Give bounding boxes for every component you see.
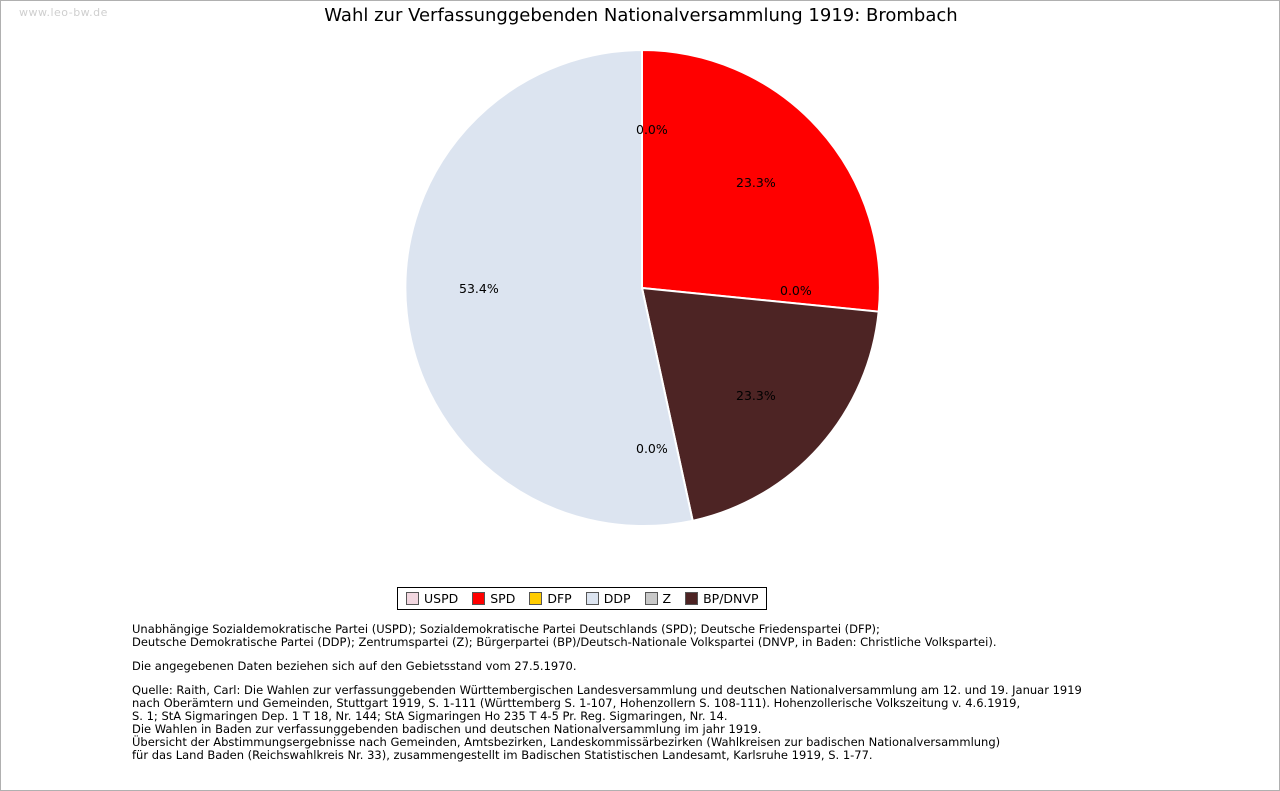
note-line: Quelle: Raith, Carl: Die Wahlen zur verfassunggebenden Württembergischen Landesversammlung und deutschen Nationalversammlung am 12. und 19. Januar 1919 bbox=[132, 683, 1082, 697]
legend-swatch-icon bbox=[529, 592, 542, 605]
legend-item-uspd[interactable] bbox=[406, 591, 458, 606]
slice-label-spd: 23.3% bbox=[736, 175, 776, 190]
legend-swatch-icon bbox=[645, 592, 658, 605]
note-line: Unabhängige Sozialdemokratische Partei (USPD); Sozialdemokratische Partei Deutschlands (SPD); Deutsche Friedenspartei (DFP); bbox=[132, 622, 880, 636]
legend-label: USPD bbox=[424, 591, 459, 606]
footnotes bbox=[132, 623, 1192, 762]
note-territorial bbox=[132, 660, 1192, 673]
slice-label-bpdnvp: 23.3% bbox=[736, 388, 776, 403]
slice-label-ddp: 53.4% bbox=[459, 281, 499, 296]
note-line: Deutsche Demokratische Partei (DDP); Zentrumspartei (Z); Bürgerpartei (BP)/Deutsch-Nationale Volkspartei (DNVP, in Baden: Christliche Volkspartei). bbox=[132, 635, 997, 649]
legend-swatch-icon bbox=[472, 592, 485, 605]
legend bbox=[397, 587, 767, 610]
legend-swatch-icon bbox=[406, 592, 419, 605]
legend-label: DDP bbox=[603, 591, 631, 606]
note-parties bbox=[132, 623, 1192, 649]
legend-swatch-icon bbox=[586, 592, 599, 605]
note-line: Die Wahlen in Baden zur verfassunggebenden badischen und deutschen Nationalversammlung im jahr 1919. bbox=[132, 722, 762, 736]
note-line: nach Oberämtern und Gemeinden, Stuttgart 1919, S. 1-111 (Württemberg S. 1-107, Hohenzollern S. 108-111). Hohenzollerische Volkszeitung v. 4.6.1919, bbox=[132, 696, 1021, 710]
legend-item-dfp[interactable] bbox=[529, 591, 571, 606]
note-line: S. 1; StA Sigmaringen Dep. 1 T 18, Nr. 144; StA Sigmaringen Ho 235 T 4-5 Pr. Reg. Sigmaringen, Nr. 14. bbox=[132, 709, 728, 723]
watermark-text: www.leo-bw.de bbox=[19, 6, 108, 19]
page-title: Wahl zur Verfassunggebenden Nationalversammlung 1919: Brombach bbox=[324, 5, 958, 26]
note-line: Die angegebenen Daten beziehen sich auf den Gebietsstand vom 27.5.1970. bbox=[132, 659, 577, 673]
legend-item-spd[interactable] bbox=[472, 591, 515, 606]
legend-swatch-icon bbox=[685, 592, 698, 605]
note-source bbox=[132, 684, 1192, 762]
legend-item-ddp[interactable] bbox=[586, 591, 631, 606]
legend-label: SPD bbox=[490, 591, 516, 606]
legend-label: Z bbox=[662, 591, 672, 606]
slice-label-dfp: 0.0% bbox=[780, 283, 812, 298]
note-line: Übersicht der Abstimmungsergebnisse nach Gemeinden, Amtsbezirken, Landeskommissärbezirken (Wahlkreisen zur badischen Nationalversammlung) bbox=[132, 735, 1001, 749]
pie-chart bbox=[403, 49, 881, 527]
note-line: für das Land Baden (Reichswahlkreis Nr. 33), zusammengestellt im Badischen Statistischen Landesamt, Karlsruhe 1919, S. 1-77. bbox=[132, 748, 873, 762]
slice-label-z: 0.0% bbox=[636, 441, 668, 456]
legend-item-bpdnvp[interactable] bbox=[685, 591, 758, 606]
legend-label: BP/DNVP bbox=[703, 591, 759, 606]
legend-item-z[interactable] bbox=[645, 591, 672, 606]
legend-label: DFP bbox=[547, 591, 572, 606]
slice-label-uspd: 0.0% bbox=[636, 122, 668, 137]
